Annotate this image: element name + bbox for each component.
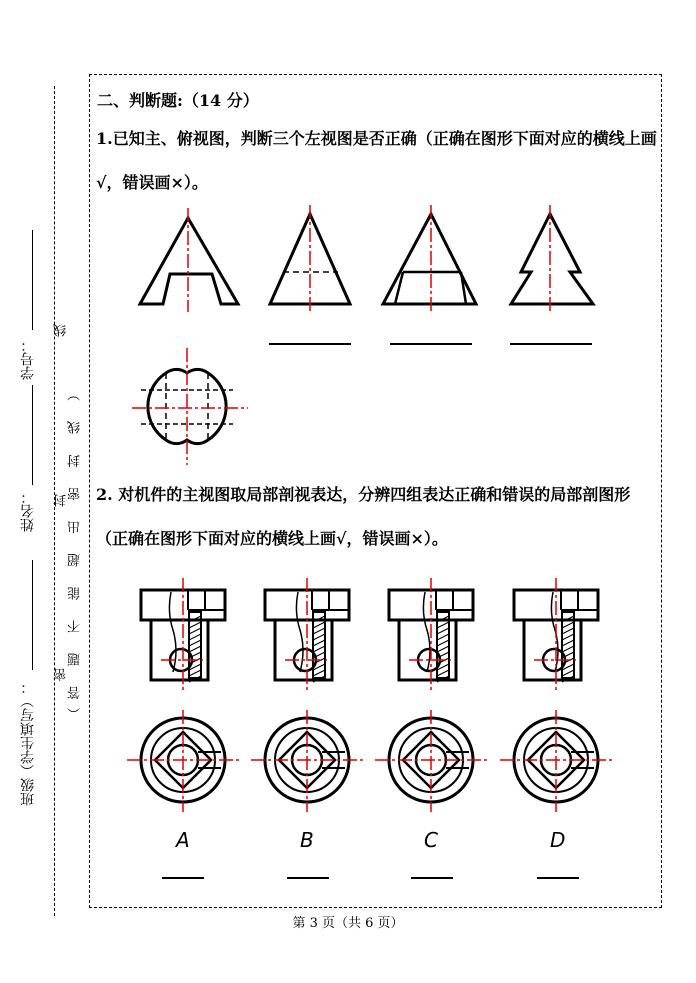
seal-char-line: 线 bbox=[54, 316, 69, 337]
q1-answer-line-3[interactable] bbox=[510, 343, 592, 345]
q2-figure-b bbox=[251, 578, 363, 812]
q2-answer-line-b[interactable] bbox=[287, 877, 329, 879]
section-title: 二、判断题:（14 分） bbox=[97, 91, 259, 110]
q1-left-view-2 bbox=[383, 214, 476, 304]
seal-char-seal: 封 bbox=[54, 486, 69, 507]
option-b-label: B bbox=[300, 828, 314, 852]
q1-left-view-3 bbox=[511, 214, 593, 304]
q2-figure-c bbox=[375, 578, 487, 812]
q1-answer-line-1[interactable] bbox=[269, 343, 351, 345]
q1-main-view bbox=[140, 218, 238, 304]
q1-center-lines bbox=[132, 205, 550, 465]
name-label: 姓名： bbox=[20, 490, 36, 532]
q1-answer-line-2[interactable] bbox=[390, 343, 472, 345]
q2-answer-line-d[interactable] bbox=[537, 877, 579, 879]
question-1-text: 1.已知主、俯视图，判断三个左视图是否正确（正确在图形下面对应的横线上画√，错误画×）。 bbox=[96, 129, 657, 192]
q2-answer-line-c[interactable] bbox=[411, 877, 453, 879]
option-a-label: A bbox=[176, 828, 190, 852]
option-c-label: C bbox=[424, 828, 438, 852]
id-label: 学号： bbox=[20, 338, 36, 380]
seal-notice: （答 题 不 能 超 出 密 封 线 ） bbox=[68, 380, 83, 721]
q2-figure-d bbox=[500, 578, 612, 812]
option-d-label: D bbox=[550, 828, 566, 852]
page-footer: 第 3 页（共 6 页） bbox=[292, 916, 404, 931]
q2-answer-line-a[interactable] bbox=[162, 877, 204, 879]
q2-figure-a bbox=[127, 578, 239, 812]
seal-char-dense: 密 bbox=[54, 660, 69, 681]
question-2-text: 2. 对机件的主视图取局部剖视表达，分辨四组表达正确和错误的局部剖图形（正确在图形下面对应的横线上画√，错误画×）。 bbox=[96, 485, 631, 548]
class-label: 班级（学生填写）： bbox=[20, 680, 36, 806]
